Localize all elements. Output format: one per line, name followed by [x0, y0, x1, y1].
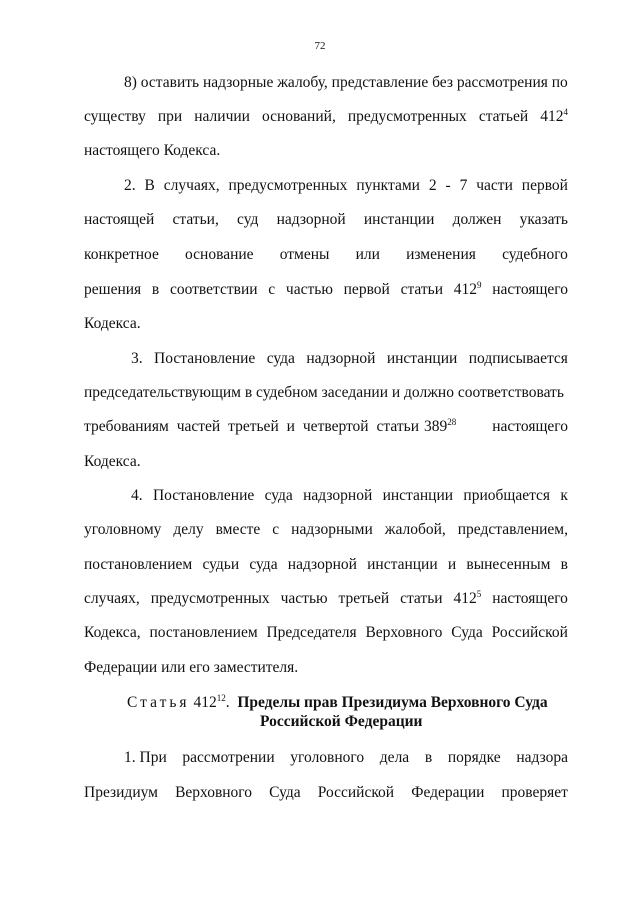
word: в: [424, 749, 433, 766]
word: предусмотренных: [347, 108, 467, 125]
word: решения: [84, 281, 142, 298]
p4-line-2: [84, 520, 568, 540]
article-heading: [127, 693, 548, 713]
word: статьи: [376, 418, 419, 435]
word: надзорной: [303, 487, 373, 504]
article-number: $412^{12}$.: [193, 692, 230, 711]
word: суда: [249, 556, 278, 573]
word: суда: [266, 350, 295, 367]
word: статьей: [478, 108, 529, 125]
word: первой: [343, 281, 390, 298]
p1-line-1: 8) оставить надзорные жалобу, представление без рассмотрения по: [124, 74, 568, 91]
word: существу: [84, 108, 146, 125]
word: наличии: [194, 108, 250, 125]
word: порядке: [447, 749, 501, 766]
p4-line-6: Федерации или его заместителя.: [84, 659, 299, 676]
word: надзорной: [276, 211, 346, 228]
word: надзора: [516, 749, 568, 766]
word: указать: [519, 211, 568, 228]
word: приобщается: [463, 487, 551, 504]
word: изменения: [406, 246, 476, 263]
word: предусмотренных: [228, 177, 348, 194]
word: 2: [428, 177, 437, 194]
p5-line-1: [124, 748, 568, 768]
word: суд: [237, 211, 259, 228]
word: уголовному: [84, 521, 162, 538]
word: судьи: [202, 556, 240, 573]
page-number: 72: [314, 40, 326, 52]
word: требованиям: [84, 418, 169, 435]
word: В: [144, 177, 155, 194]
p4-line-4: [84, 589, 568, 609]
article-title-1: Пределы прав Президиума Верховного Суда: [237, 694, 548, 711]
word: должен: [452, 211, 502, 228]
word: инстанции: [367, 556, 438, 573]
word: к: [560, 487, 568, 504]
word: Постановление: [152, 487, 255, 504]
word: Кодекса,: [84, 624, 141, 641]
p4-line-4-end: настоящего: [492, 590, 568, 607]
word: Верховного: [175, 784, 253, 801]
p2-line-2: [84, 210, 568, 230]
p4-line-4-num: $412^5$: [453, 588, 482, 607]
word: суда: [264, 487, 293, 504]
word: уголовного: [290, 749, 365, 766]
word: с: [268, 281, 276, 298]
p2-line-3: [84, 245, 568, 265]
word: частей: [176, 418, 221, 435]
p1-line-3: настоящего Кодекса.: [84, 142, 221, 159]
word: случаях,: [84, 590, 140, 607]
p3-line-3-num: $389^{28}$: [424, 416, 457, 435]
word: и: [447, 556, 457, 573]
word: представлением,: [457, 521, 568, 538]
p4-line-1: [131, 486, 568, 506]
p1-line-2: [84, 107, 568, 127]
word: инстанции: [386, 350, 458, 367]
word: статьи: [400, 281, 444, 298]
word: конкретное: [84, 246, 159, 263]
word: постановлением: [149, 624, 258, 641]
word: надзорными: [291, 521, 373, 538]
word: 4.: [131, 487, 143, 504]
word: статьи,: [172, 211, 219, 228]
p2-line-4-num: $412^9$: [453, 279, 482, 298]
word: Российской: [317, 784, 395, 801]
word: Суда: [451, 624, 483, 641]
word: третьей: [338, 590, 390, 607]
p3-line-3-end: настоящего: [492, 418, 568, 435]
word: инстанции: [382, 487, 454, 504]
word: инстанции: [363, 211, 435, 228]
word: проверяет: [501, 784, 568, 801]
word: основание: [185, 246, 254, 263]
word: отмены: [279, 246, 330, 263]
word: надзорной: [287, 556, 357, 573]
word: Российской: [491, 624, 568, 641]
word: жалобой,: [384, 521, 446, 538]
word: первой: [521, 177, 568, 194]
word: оснований,: [262, 108, 336, 125]
word: постановлением: [84, 556, 193, 573]
word: вынесенным: [466, 556, 551, 573]
word: 1. При: [124, 749, 167, 766]
word: 2.: [124, 177, 136, 194]
word: в: [151, 281, 160, 298]
word: рассмотрении: [182, 749, 275, 766]
word: частью: [280, 590, 328, 607]
word: части: [476, 177, 513, 194]
word: вместе: [215, 521, 261, 538]
word: или: [355, 246, 380, 263]
word: предусмотренных: [150, 590, 270, 607]
p5-line-2: [84, 783, 568, 803]
article-title-2: Российской Федерации: [260, 713, 423, 730]
word: Президиум: [84, 784, 158, 801]
article-title-2-line: [260, 712, 423, 732]
word: Федерации: [411, 784, 485, 801]
word: судебного: [502, 246, 568, 263]
p4-line-5: [84, 623, 568, 643]
word: 7: [459, 177, 468, 194]
word: четвертой: [302, 418, 369, 435]
word: в: [560, 556, 568, 573]
word: Постановление: [154, 350, 256, 367]
word: Верховного: [365, 624, 443, 641]
article-label: Статья: [127, 694, 190, 711]
p4-line-3: [84, 555, 568, 575]
word: частью: [285, 281, 333, 298]
p2-line-5: Кодекса.: [84, 315, 141, 332]
p2-line-4-end: настоящего: [492, 281, 568, 298]
word: Суда: [269, 784, 301, 801]
word: и: [286, 418, 295, 435]
word: с: [272, 521, 280, 538]
p3-line-1: [131, 349, 568, 369]
p3-line-3-words: [84, 417, 419, 437]
word: подписывается: [468, 350, 568, 367]
p3-line-4: Кодекса.: [84, 453, 141, 470]
word: -: [445, 177, 451, 194]
word: надзорной: [306, 350, 376, 367]
word: делу: [173, 521, 204, 538]
p3-line-2: председательствующим в судебном заседании и должно соответствовать: [84, 384, 564, 401]
word: настоящей: [84, 211, 155, 228]
p2-line-1: [124, 176, 568, 196]
word: статьи: [400, 590, 443, 607]
word: дела: [379, 749, 410, 766]
word: 3.: [131, 350, 143, 367]
word: третьей: [228, 418, 279, 435]
word: при: [157, 108, 183, 125]
p1-line-2-end: $412^4$: [540, 106, 568, 125]
word: соответствии: [169, 281, 258, 298]
word: Председателя: [266, 624, 357, 641]
word: случаях,: [163, 177, 220, 194]
word: пунктами: [356, 177, 420, 194]
p2-line-4: [84, 280, 568, 300]
